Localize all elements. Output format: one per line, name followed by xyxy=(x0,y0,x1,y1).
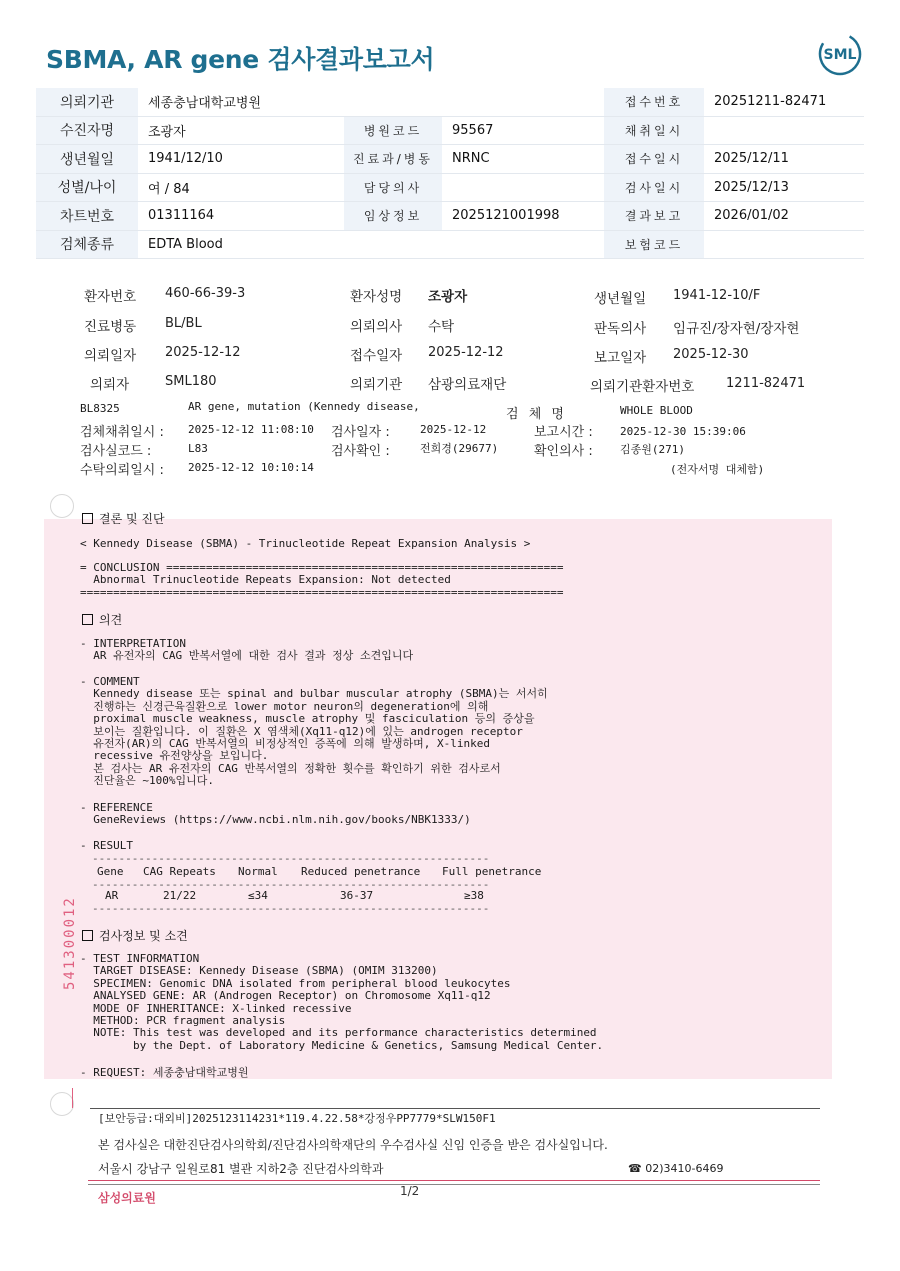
doctor-label: 의뢰의사 xyxy=(350,319,403,335)
header-label: 의뢰기관 xyxy=(36,88,138,116)
header-label: 성별/나이 xyxy=(36,173,138,202)
header-row xyxy=(36,116,864,145)
result-cell: 21/22 xyxy=(163,889,197,902)
security-line: [보안등급:대외비]2025123114231*119.4.22.58*강정우PP7779*SLW150F1 xyxy=(98,1112,496,1125)
result-header-cell: Full penetrance xyxy=(442,865,542,878)
result-cell: 36-37 xyxy=(340,889,374,902)
header-value xyxy=(442,173,604,202)
reader: 임규진/장자현/장자현 xyxy=(673,321,800,337)
consign-label: 수탁의뢰일시 : xyxy=(80,463,164,478)
comment: - COMMENT Kennedy disease 또는 spinal and bulbar muscular atrophy (SBMA)는 서서히 진행하는 신경근육질환으로 lower motor neuron의 degeneration에 의해 proximal muscle weakness, muscle atrophy 및 fasciculation 등의 증상을 보이는 질환입니다. 이 질환은 X 염색체(Xq11-q12)에 있는 androgen receptor 유전자(AR)의 CAG 반복서열의 비정상적인 증폭에 의해 발생하며, X-linked recessive 유전양상을 보입니다. 본 검사는 AR 유전자의 CAG 반복서열의 정확한 횟수를 확인하기 위한 검사로서 진단율은 ~100%입니다. xyxy=(80,675,548,788)
header-table xyxy=(36,88,864,259)
header-label: 임상정보 xyxy=(344,202,442,231)
vertical-serial: 541300012 xyxy=(62,896,78,990)
brand: 삼성의료원 xyxy=(98,1191,156,1205)
collect-label: 검체채취일시 : xyxy=(80,425,164,440)
conclusion: = CONCLUSION ============================================================ Abnormal Trinucleotide Repeats Expansion: Not detected ========================================================================= xyxy=(80,561,564,599)
header-value: NRNC xyxy=(442,145,604,174)
requester-label: 의뢰자 xyxy=(90,377,130,393)
interpretation: - INTERPRETATION AR 유전자의 CAG 반복서열에 대한 검사 결과 정상 소견입니다 xyxy=(80,637,414,663)
result-rule: ------------------------------------------------------------ xyxy=(92,852,490,865)
header-value xyxy=(442,88,604,116)
test-information: - TEST INFORMATION TARGET DISEASE: Kennedy Disease (SBMA) (OMIM 313200) SPECIMEN: Genomic DNA isolated from peripheral blood leukocytes ANALYSED GENE: AR (Androgen Receptor) on Chromosome Xq11-q12 MODE OF INHERITANCE: X-linked recessive METHOD: PCR fragment analysis NOTE: This test was developed and its performance characteristics determined by the Dept. of Laboratory Medicine & Genetics, Samsung Medical Center. xyxy=(80,952,604,1052)
reference: - REFERENCE GeneReviews (https://www.ncbi.nlm.nih.gov/books/NBK1333/) xyxy=(80,801,471,827)
punch-hole xyxy=(50,494,74,518)
result-header-cell: CAG Repeats xyxy=(143,865,216,878)
square-icon xyxy=(82,930,93,941)
header-label: 보험코드 xyxy=(604,230,704,259)
inst-pt-label: 의뢰기관환자번호 xyxy=(590,379,695,395)
dob: 1941-12-10/F xyxy=(673,288,761,303)
result-rule: ------------------------------------------------------------ xyxy=(92,902,490,915)
header-value: 20251211-82471 xyxy=(704,88,864,116)
result-header-cell: Normal xyxy=(238,865,278,878)
header-value: 2025121001998 xyxy=(442,202,604,231)
inst-label: 의뢰기관 xyxy=(350,377,403,393)
result-rule: ------------------------------------------------------------ xyxy=(92,878,490,891)
reader-label: 판독의사 xyxy=(594,321,647,337)
dob-label: 생년월일 xyxy=(594,291,647,307)
patient-name-label: 환자성명 xyxy=(350,289,403,305)
rep-date: 2025-12-30 xyxy=(673,347,749,362)
specimen-label: 검 체 명 xyxy=(506,407,567,422)
result-header-cell: Reduced penetrance xyxy=(301,865,421,878)
confirmer: 김종원(271) xyxy=(620,443,685,456)
inst: 삼광의료재단 xyxy=(428,377,507,393)
request: - REQUEST: 세종충남대학교병원 xyxy=(80,1066,249,1079)
header-value: 2026/01/02 xyxy=(704,202,864,231)
header-value: 여 / 84 xyxy=(138,173,344,202)
header-label xyxy=(344,230,442,259)
report-title: SBMA, AR gene 검사결과보고서 xyxy=(46,45,435,74)
doctor: 수탁 xyxy=(428,319,455,335)
header-label: 접수번호 xyxy=(604,88,704,116)
header-label: 접수일시 xyxy=(604,145,704,174)
test-code: BL8325 xyxy=(80,402,120,415)
testdate: 2025-12-12 xyxy=(420,423,487,436)
header-label xyxy=(344,88,442,116)
inst-pt: 1211-82471 xyxy=(726,376,806,391)
footer-rule xyxy=(90,1108,820,1109)
ward: BL/BL xyxy=(165,316,202,331)
esign-note: (전자서명 대체함) xyxy=(670,463,765,476)
section-testinfo-title: 검사정보 및 소견 xyxy=(99,929,188,943)
consign: 2025-12-12 10:10:14 xyxy=(188,461,314,474)
header-label: 병원코드 xyxy=(344,116,442,145)
rep-date-label: 보고일자 xyxy=(594,350,647,366)
collect: 2025-12-12 11:08:10 xyxy=(188,423,314,436)
rec-date: 2025-12-12 xyxy=(428,345,504,360)
header-value xyxy=(704,230,864,259)
header-row xyxy=(36,145,864,174)
header-row xyxy=(36,202,864,231)
header-label: 검사일시 xyxy=(604,173,704,202)
header-value: 01311164 xyxy=(138,202,344,231)
header-value: 95567 xyxy=(442,116,604,145)
square-icon xyxy=(82,513,93,524)
confirm: 전희경(29677) xyxy=(420,442,499,455)
labcode: L83 xyxy=(188,442,208,455)
ward-label: 진료병동 xyxy=(84,319,137,335)
req-date: 2025-12-12 xyxy=(165,345,241,360)
header-value: 세종충남대학교병원 xyxy=(138,88,344,116)
reptime-label: 보고시간 : xyxy=(534,425,593,440)
punch-hole xyxy=(50,1092,74,1116)
section-conclusion xyxy=(82,510,165,527)
header-label: 차트번호 xyxy=(36,202,138,231)
analysis-title: < Kennedy Disease (SBMA) - Trinucleotide Repeat Expansion Analysis > xyxy=(80,537,531,550)
svg-text:SML: SML xyxy=(823,47,857,63)
specimen: WHOLE BLOOD xyxy=(620,404,693,417)
square-icon xyxy=(82,614,93,625)
confirmer-label: 확인의사 : xyxy=(534,444,593,459)
phone: ☎ 02)3410-6469 xyxy=(628,1162,724,1175)
header-label: 결과보고 xyxy=(604,202,704,231)
header-label: 담당의사 xyxy=(344,173,442,202)
header-value xyxy=(442,230,604,259)
result-header-cell: Gene xyxy=(97,865,124,878)
header-value: 조광자 xyxy=(138,116,344,145)
header-row xyxy=(36,230,864,259)
header-value: EDTA Blood xyxy=(138,230,344,259)
req-date-label: 의뢰일자 xyxy=(84,348,137,364)
header-label: 생년월일 xyxy=(36,145,138,174)
rec-date-label: 접수일자 xyxy=(350,348,403,364)
section-opinion-title: 의견 xyxy=(99,613,123,627)
patient-no: 460-66-39-3 xyxy=(165,286,246,301)
result-cell: AR xyxy=(105,889,119,902)
certification: 본 검사실은 대한진단검사의학회/진단검사의학재단의 우수검사실 신임 인증을 받은 검사실입니다. xyxy=(98,1138,608,1152)
footer-rule xyxy=(88,1184,820,1185)
header-value: 1941/12/10 xyxy=(138,145,344,174)
result-label: - RESULT xyxy=(80,839,133,852)
confirm-label: 검사확인 : xyxy=(331,444,390,459)
header-label: 검체종류 xyxy=(36,230,138,259)
test-name: AR gene, mutation (Kennedy disease, xyxy=(188,400,420,413)
result-cell: ≤34 xyxy=(248,889,268,902)
patient-no-label: 환자번호 xyxy=(84,289,137,305)
testdate-label: 검사일자 : xyxy=(331,425,390,440)
address: 서울시 강남구 일원로81 별관 지하2층 진단검사의학과 xyxy=(98,1162,384,1176)
header-value: 2025/12/13 xyxy=(704,173,864,202)
header-label: 진료과/병동 xyxy=(344,145,442,174)
serial-mark xyxy=(72,1088,73,1108)
header-value: 2025/12/11 xyxy=(704,145,864,174)
section-conclusion-title: 결론 및 진단 xyxy=(99,512,165,526)
page-number: 1/2 xyxy=(400,1184,420,1198)
labcode-label: 검사실코드 : xyxy=(80,444,152,459)
sml-logo xyxy=(818,32,862,76)
header-label: 수진자명 xyxy=(36,116,138,145)
patient-name: 조광자 xyxy=(428,289,468,305)
section-opinion xyxy=(82,611,122,628)
reptime: 2025-12-30 15:39:06 xyxy=(620,425,746,438)
footer-red-rule xyxy=(88,1180,820,1181)
header-label: 채취일시 xyxy=(604,116,704,145)
requester: SML180 xyxy=(165,374,217,389)
header-value xyxy=(704,116,864,145)
result-cell: ≥38 xyxy=(464,889,484,902)
section-testinfo xyxy=(82,927,188,944)
header-row xyxy=(36,173,864,202)
header-row xyxy=(36,88,864,116)
